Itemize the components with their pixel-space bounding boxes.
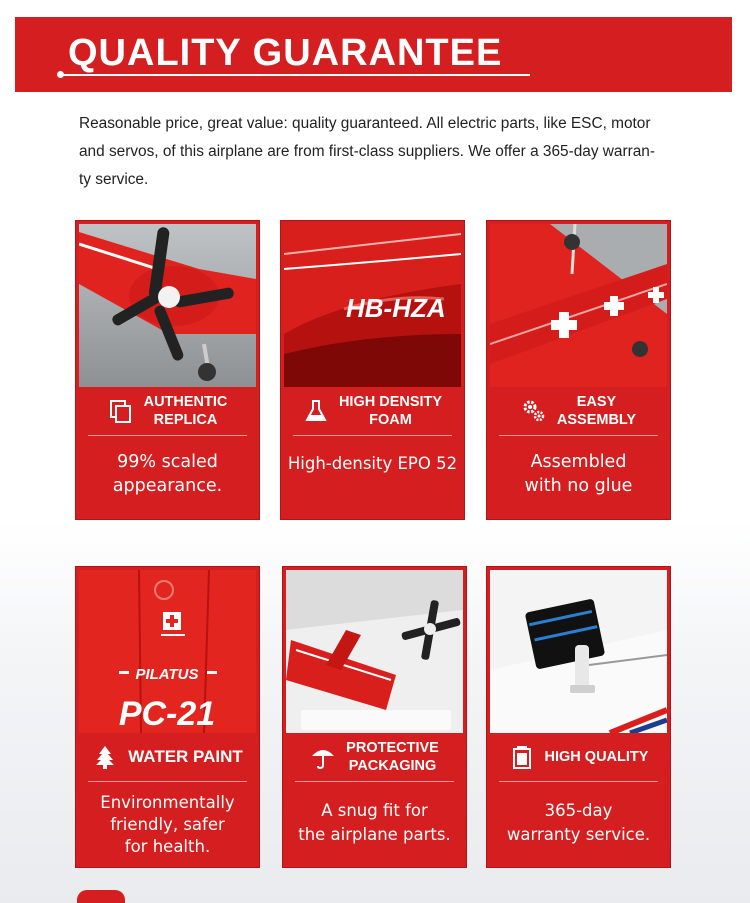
divider [88,435,247,436]
intro-line: Reasonable price, great value: quality guaranteed. All electric parts, like ESC, motor [79,115,651,132]
brand-text: PILATUS [135,666,199,683]
feature-title-line: ASSEMBLY [556,412,637,428]
tail-fin-photo [79,570,256,733]
feature-title-line: FOAM [369,412,412,428]
propeller-photo [79,224,256,387]
landing-gear-photo [490,224,667,387]
registration-text: HB-HZA [346,293,446,323]
feature-title-row [76,387,259,435]
feature-description-line: 365-day [544,801,613,820]
feature-title-row [487,733,670,781]
tree-icon [92,744,118,770]
battery-icon [509,744,535,770]
feature-description-line: High-density EPO 52 [287,454,458,473]
feature-title-row [487,387,670,435]
feature-description-line: the airplane parts. [298,825,451,844]
fuselage-photo [284,224,461,387]
feature-title [346,739,439,775]
feature-description-line: with no glue [524,476,633,496]
feature-card-protective-packaging [283,567,466,867]
feature-title-line: REPLICA [153,412,218,428]
page-title: QUALITY GUARANTEE [68,32,503,74]
divider [499,781,658,782]
divider [293,435,452,436]
feature-card-high-density-foam [281,221,464,519]
feature-card-authentic-replica [76,221,259,519]
feature-title-line: WATER PAINT [128,747,243,766]
feature-title-line: PROTECTIVE [346,740,439,756]
feature-title-row [283,733,466,781]
gears-icon [521,398,547,424]
model-text: PC-21 [118,695,216,733]
flask-icon [303,398,329,424]
divider [88,781,247,782]
umbrella-icon [310,744,336,770]
feature-description-line: friendly, safer [110,815,225,834]
title-underline [60,74,530,76]
feature-title [339,393,442,429]
feature-title-line: HIGH QUALITY [544,749,649,765]
divider [295,781,454,782]
next-section-edge [77,890,125,903]
title-underline-dot [57,71,64,78]
feature-description [76,450,259,498]
intro-line: ty service. [79,171,149,188]
feature-card-easy-assembly [487,221,670,519]
feature-description-line: Environmentally [100,793,235,812]
feature-description-line: Assembled [530,452,627,472]
feature-card-water-paint [76,567,259,867]
feature-description [487,450,670,498]
copy-icon [108,398,134,424]
feature-description-line: A snug fit for [321,801,428,820]
feature-description [283,799,466,847]
intro-line: and servos, of this airplane are from first-class suppliers. We offer a 365-day warran- [79,143,655,160]
feature-title-line: HIGH DENSITY [338,394,443,410]
feature-title-line: EASY [576,394,617,410]
feature-description-line: warranty service. [506,825,651,844]
feature-title [545,748,649,766]
feature-title [557,393,636,429]
feature-title-row [281,387,464,435]
divider [499,435,658,436]
feature-description-line: for health. [124,837,211,856]
packaging-photo [286,570,463,733]
feature-title [144,393,228,429]
feature-title [128,748,243,766]
feature-title-line: PACKAGING [348,758,437,774]
feature-description [76,792,259,858]
feature-title-row [76,733,259,781]
feature-title-line: AUTHENTIC [143,394,228,410]
feature-description-line: appearance. [112,476,223,496]
feature-card-high-quality [487,567,670,867]
servo-photo [490,570,667,733]
feature-description [487,799,670,847]
feature-description-line: 99% scaled [117,452,218,472]
feature-description [281,452,464,476]
intro-paragraph [79,110,679,194]
